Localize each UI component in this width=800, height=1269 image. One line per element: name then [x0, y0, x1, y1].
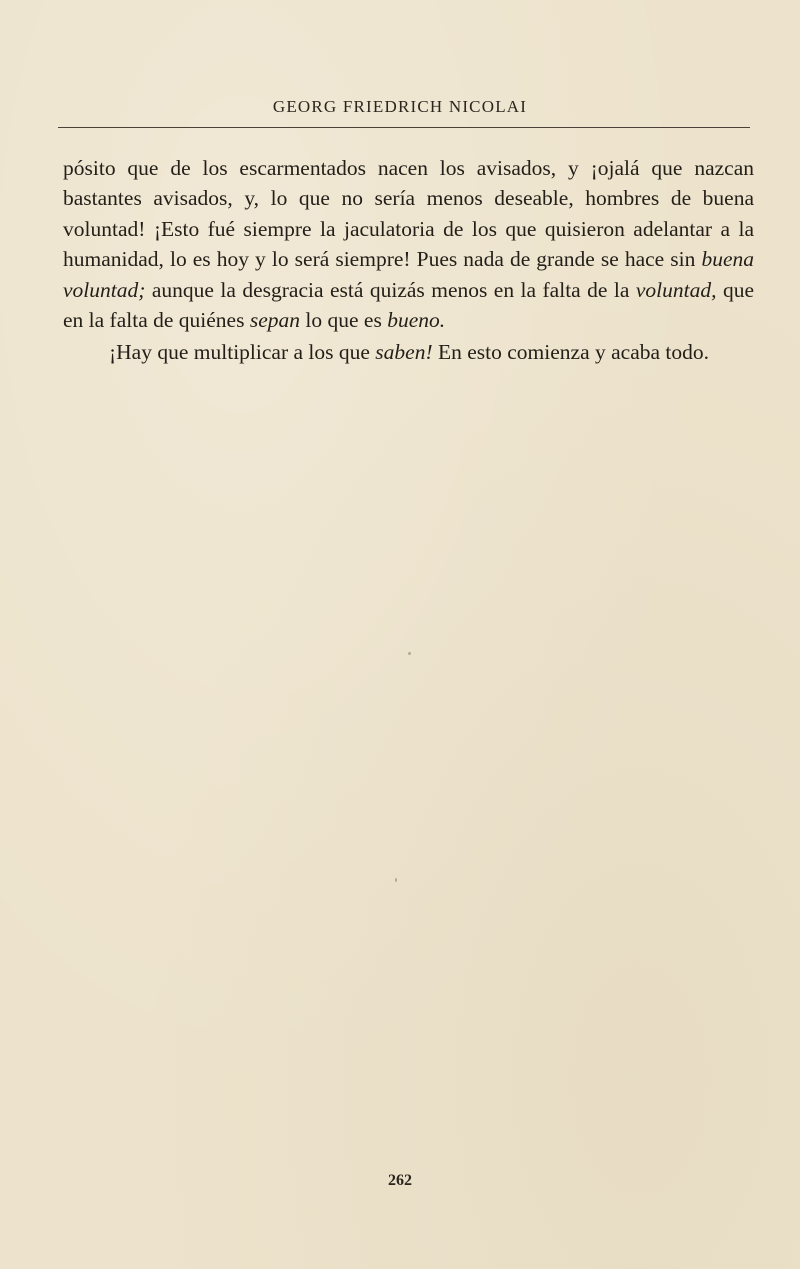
- paragraph-1-text-1: pósito que de los escarmentados nacen los avisados, y ¡ojalá que nazcan bastantes avisados, y, lo que no sería menos deseable, hombres de buena voluntad! ¡Esto fué siempre la jaculatoria de los que quisieron adelantar a la humanidad, lo es hoy y lo será siempre! Pues nada de grande se hace sin: [63, 156, 754, 272]
- paragraph-1-italic-2: voluntad,: [635, 277, 717, 302]
- paragraph-1-text-4: lo que es: [300, 308, 388, 333]
- page-number: 262: [388, 1172, 412, 1189]
- paper-speck: [395, 878, 397, 882]
- body-text: [63, 153, 754, 368]
- paragraph-2: [63, 337, 754, 367]
- paragraph-2-text-2: En esto comienza y acaba todo.: [432, 340, 710, 365]
- paragraph-2-text-1: ¡Hay que multiplicar a los que: [109, 340, 376, 365]
- paragraph-1-text-3: que en la falta de quiénes: [63, 277, 754, 333]
- paragraph-1-italic-3: sepan: [249, 308, 301, 333]
- paragraph-1: [63, 153, 754, 335]
- paper-speck: [408, 652, 411, 655]
- paragraph-2-italic-1: saben!: [375, 340, 433, 365]
- paragraph-1-text-2: aunque la desgracia está quizás menos en la falta de la: [145, 277, 636, 302]
- paragraph-1-italic-1: buena voluntad;: [63, 247, 754, 302]
- paragraph-1-italic-4: bueno.: [387, 308, 446, 333]
- header-rule: [58, 127, 750, 128]
- running-head: GEORG FRIEDRICH NICOLAI: [272, 97, 528, 116]
